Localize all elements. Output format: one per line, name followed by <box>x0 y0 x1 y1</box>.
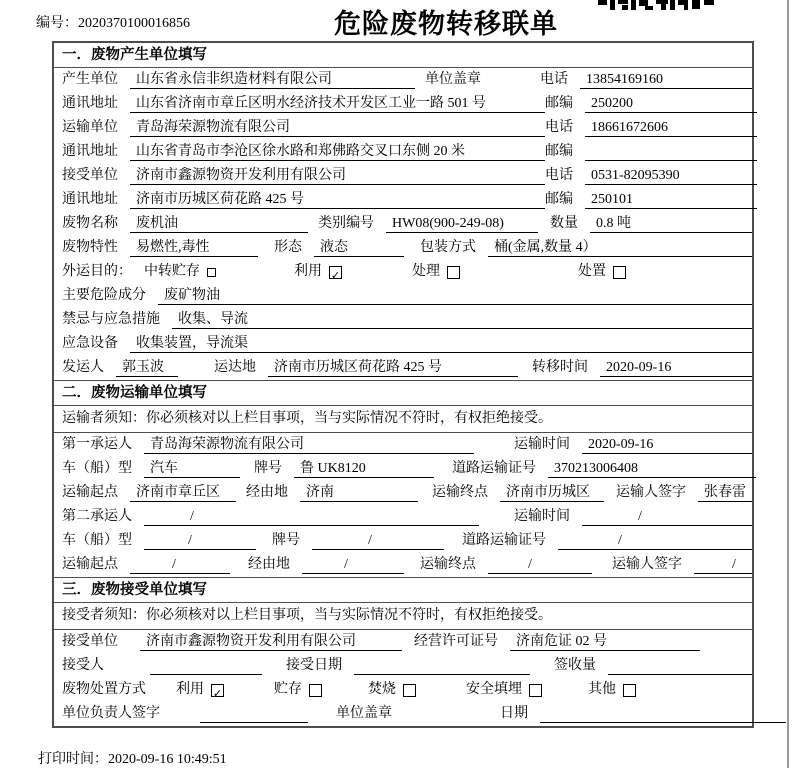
disposal-option-reuse-label: 利用 <box>176 682 204 697</box>
carrier-notice: 运输者须知：你必须核对以上栏目事项，当与实际情况不符时，有权拒绝接受。 <box>54 406 752 433</box>
disposal-other-checkbox <box>623 684 636 697</box>
road-permit1-label: 道路运输证号 <box>452 461 536 476</box>
transport-time2-label: 运输时间 <box>514 509 570 524</box>
transfer-time-field: 2020-09-16 <box>600 359 752 377</box>
route1-via-field: 济南 <box>300 484 418 502</box>
producer-zip-label: 邮编 <box>545 96 573 111</box>
purpose-option-treatment-label: 处理 <box>412 264 440 279</box>
waste-props-row <box>54 236 752 260</box>
disposal-method-label: 废物处置方式 <box>62 682 146 697</box>
business-license-field: 济南危证 02 号 <box>510 633 700 651</box>
responsible-signature-row <box>54 702 752 726</box>
vehicle1-row <box>54 457 752 481</box>
print-time-line <box>38 748 227 768</box>
receiver-phone-field: 0531-82095390 <box>585 167 757 185</box>
page-title: 危险废物转移联单 <box>334 9 558 39</box>
packing-label: 包装方式 <box>420 240 476 255</box>
route2-end-field: / <box>488 556 592 574</box>
route1-signature-field: 张春雷 <box>698 484 752 502</box>
plate1-field: 鲁 UK8120 <box>294 460 434 478</box>
section3-heading: 三．废物接受单位填写 <box>54 577 752 603</box>
accepting-unit-row <box>54 630 752 654</box>
consignor-label: 发运人 <box>62 360 104 375</box>
responsible-signature-label: 单位负责人签字 <box>62 706 160 721</box>
transporter-zip-label: 邮编 <box>545 144 573 159</box>
route2-via-label: 经由地 <box>248 557 290 572</box>
section1-heading: 一．废物产生单位填写 <box>54 43 752 68</box>
qr-code-svg <box>598 0 714 11</box>
receiver-zip-field: 250101 <box>585 191 757 209</box>
acceptor-name-field <box>150 657 262 675</box>
received-quantity-field <box>608 657 752 675</box>
road-permit2-label: 道路运输证号 <box>462 533 546 548</box>
second-carrier-label: 第二承运人 <box>62 509 132 524</box>
destination-label: 运达地 <box>214 360 256 375</box>
responsible-signature-field <box>200 705 308 723</box>
road-permit2-field: / <box>558 532 752 550</box>
hazard-components-field: 废矿物油 <box>158 287 752 305</box>
disposal-method-row <box>54 678 752 702</box>
emergency-measures-field: 收集、导流 <box>172 311 752 329</box>
acceptor-label: 接受人 <box>62 658 104 673</box>
vehicle2-row <box>54 529 752 553</box>
disposal-reuse-checkbox: ✓ <box>211 684 224 697</box>
transporter-value-field: 青岛海荣源物流有限公司 <box>130 119 545 137</box>
route1-row <box>54 481 752 505</box>
disposal-option-other-label: 其他 <box>588 682 616 697</box>
disposal-option-storage-label: 贮存 <box>274 682 302 697</box>
transfer-purpose-row <box>54 260 752 284</box>
receiver-label: 接受单位 <box>62 168 118 183</box>
purpose-treatment-checkbox <box>447 266 460 279</box>
receiver-value-field: 济南市鑫源物资开发利用有限公司 <box>130 167 545 185</box>
producer-phone-label: 电话 <box>540 72 568 87</box>
section2-heading: 二．废物运输单位填写 <box>54 380 752 406</box>
transfer-time-label: 转移时间 <box>532 360 588 375</box>
emergency-measures-row <box>54 308 752 332</box>
first-carrier-row <box>54 433 752 457</box>
serial-label: 编号： <box>36 16 78 31</box>
transporter-address-row <box>54 140 752 164</box>
print-time-value: 2020-09-16 10:49:51 <box>108 752 227 767</box>
disposal-storage-checkbox <box>309 684 322 697</box>
waste-name-field: 废机油 <box>130 215 308 233</box>
seal-date-label: 日期 <box>500 706 528 721</box>
emergency-equipment-row <box>54 332 752 356</box>
vehicle1-type-field: 汽车 <box>144 460 240 478</box>
route2-start-label: 运输起点 <box>62 557 118 572</box>
packing-field: 桶(金属,数量 4） <box>488 239 752 257</box>
disposal-incineration-checkbox <box>403 684 416 697</box>
transporter-address-label: 通讯地址 <box>62 144 118 159</box>
producer-label: 产生单位 <box>62 72 118 87</box>
route2-end-label: 运输终点 <box>420 557 476 572</box>
plate2-field: / <box>312 532 444 550</box>
route1-start-field: 济南市章丘区 <box>130 484 236 502</box>
acceptor-row <box>54 654 752 678</box>
purpose-option-reuse-label: 利用 <box>294 264 322 279</box>
route1-start-label: 运输起点 <box>62 485 118 500</box>
producer-seal-label: 单位盖章 <box>425 72 481 87</box>
producer-phone-field: 13854169160 <box>580 71 752 89</box>
producer-address-field: 山东省济南市章丘区明水经济技术开发区工业一路 501 号 <box>130 95 545 113</box>
vehicle2-type-field: / <box>144 532 256 550</box>
disposal-option-landfill-label: 安全填埋 <box>466 682 522 697</box>
hazard-components-row <box>54 284 752 308</box>
plate2-label: 牌号 <box>272 533 300 548</box>
transport-time1-field: 2020-09-16 <box>582 436 752 454</box>
second-carrier-field: / <box>144 508 479 526</box>
qr-code-partial-icon <box>598 0 714 16</box>
waste-category-field: HW08(900-249-08) <box>386 215 538 233</box>
disposal-landfill-checkbox <box>529 684 542 697</box>
transporter-phone-field: 18661672606 <box>585 119 757 137</box>
transporter-phone-label: 电话 <box>545 120 573 135</box>
consignor-name-field: 郭玉波 <box>116 359 178 377</box>
serial-value: 2020370100016856 <box>78 16 190 31</box>
page-right-edge-divider <box>787 0 789 768</box>
consignor-row <box>54 356 752 380</box>
receiver-phone-label: 电话 <box>545 168 573 183</box>
transport-time1-label: 运输时间 <box>514 437 570 452</box>
emergency-equipment-label: 应急设备 <box>62 336 118 351</box>
disposal-option-incineration-label: 焚烧 <box>368 682 396 697</box>
receiver-row <box>54 164 752 188</box>
seal-date-field <box>540 705 786 723</box>
acceptor-notice: 接受者须知：你必须核对以上栏目事项，当与实际情况不符时，有权拒绝接受。 <box>54 603 752 630</box>
transport-time2-field: / <box>582 508 752 526</box>
route2-start-field: / <box>130 556 230 574</box>
purpose-option-disposal-label: 处置 <box>578 264 606 279</box>
waste-quantity-label: 数量 <box>550 216 578 231</box>
receiver-zip-label: 邮编 <box>545 192 573 207</box>
transporter-label: 运输单位 <box>62 120 118 135</box>
plate1-label: 牌号 <box>254 461 282 476</box>
route1-via-label: 经由地 <box>246 485 288 500</box>
receiver-address-field: 济南市历城区荷花路 425 号 <box>130 191 545 209</box>
purpose-disposal-checkbox <box>613 266 626 279</box>
producer-value-field: 山东省永信非织造材料有限公司 <box>130 71 415 89</box>
producer-address-row <box>54 92 752 116</box>
waste-name-row <box>54 212 752 236</box>
transporter-zip-field <box>585 143 757 161</box>
waste-form-field: 液态 <box>314 239 404 257</box>
waste-quantity-field: 0.8 吨 <box>590 215 752 233</box>
accept-date-field <box>354 657 530 675</box>
transporter-address-field: 山东省青岛市李沧区徐水路和郑佛路交叉口东侧 20 米 <box>130 143 545 161</box>
first-carrier-field: 青岛海荣源物流有限公司 <box>144 436 474 454</box>
accept-date-label: 接受日期 <box>286 658 342 673</box>
road-permit1-field: 370213006408 <box>548 460 756 478</box>
manifest-form <box>52 41 754 728</box>
first-carrier-label: 第一承运人 <box>62 437 132 452</box>
route2-row <box>54 553 752 577</box>
producer-zip-field: 250200 <box>585 95 757 113</box>
waste-category-label: 类别编号 <box>318 216 374 231</box>
route2-signature-field: / <box>694 556 752 574</box>
transporter-row <box>54 116 752 140</box>
producer-address-label: 通讯地址 <box>62 96 118 111</box>
route1-signature-label: 运输人签字 <box>616 485 686 500</box>
route2-signature-label: 运输人签字 <box>612 557 682 572</box>
waste-props-label: 废物特性 <box>62 240 118 255</box>
business-license-label: 经营许可证号 <box>414 634 498 649</box>
hazard-components-label: 主要危险成分 <box>62 288 146 303</box>
receiver-address-label: 通讯地址 <box>62 192 118 207</box>
route2-via-field: / <box>302 556 404 574</box>
waste-name-label: 废物名称 <box>62 216 118 231</box>
producer-row <box>54 68 752 92</box>
vehicle1-type-label: 车（船）型 <box>62 461 132 476</box>
purpose-transfer-storage-checkbox <box>207 268 216 277</box>
purpose-option-transfer-storage-label: 中转贮存 <box>144 264 200 279</box>
destination-field: 济南市历城区荷花路 425 号 <box>268 359 518 377</box>
print-time-label: 打印时间： <box>38 752 108 767</box>
route1-end-label: 运输终点 <box>432 485 488 500</box>
emergency-measures-label: 禁忌与应急措施 <box>62 312 160 327</box>
unit-seal-label: 单位盖章 <box>336 706 392 721</box>
transfer-purpose-label: 外运目的： <box>62 264 132 279</box>
accepting-unit-field: 济南市鑫源物资开发利用有限公司 <box>140 633 402 651</box>
waste-props-field: 易燃性,毒性 <box>130 239 258 257</box>
waste-form-label: 形态 <box>274 240 302 255</box>
emergency-equipment-field: 收集装置，导流渠 <box>130 335 752 353</box>
second-carrier-row <box>54 505 752 529</box>
accepting-unit-label: 接受单位 <box>62 634 118 649</box>
purpose-reuse-checkbox: ✓ <box>329 266 342 279</box>
route1-end-field: 济南市历城区 <box>500 484 604 502</box>
vehicle2-type-label: 车（船）型 <box>62 533 132 548</box>
received-quantity-label: 签收量 <box>554 658 596 673</box>
receiver-address-row <box>54 188 752 212</box>
